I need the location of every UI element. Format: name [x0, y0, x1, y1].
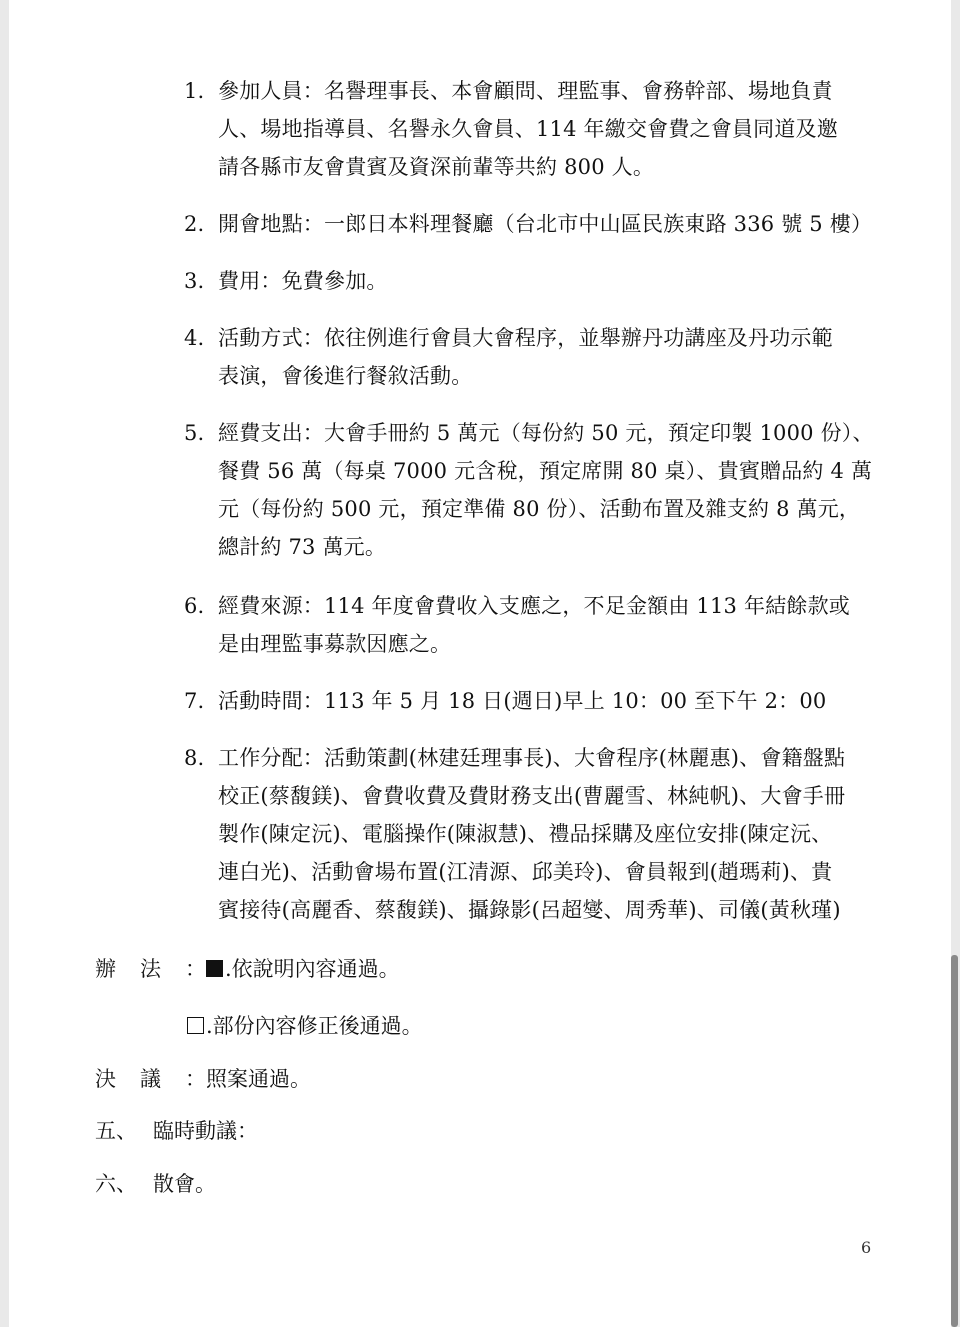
- item-line: 費用：免費參加。: [218, 269, 388, 293]
- item-line: 是由理監事募款因應之。: [218, 632, 452, 656]
- list-item: [184, 587, 889, 663]
- page-number: 6: [861, 1238, 872, 1257]
- item-line: 工作分配：活動策劃(林建廷理事長)、大會程序(林麗惠)、會籍盤點: [218, 746, 846, 770]
- list-item: [184, 414, 889, 566]
- item-line: 請各縣市友會貴賓及資深前輩等共約 800 人。: [218, 155, 655, 179]
- item-number: 8.: [184, 746, 205, 770]
- item-number: 5.: [184, 421, 205, 445]
- item-line: 餐費 56 萬（每桌 7000 元含稅，預定席開 80 桌）、貴賓贈品約 4 萬: [218, 459, 873, 483]
- section-title: 散會。: [153, 1172, 216, 1196]
- item-number: 1.: [184, 79, 205, 103]
- list-item: [184, 262, 889, 300]
- item-line: 連白光)、活動會場布置(江清源、邱美玲)、會員報到(趙瑪莉)、貴: [218, 860, 833, 884]
- resolution-row: [95, 1060, 311, 1098]
- item-line: 經費來源：114 年度會費收入支應之，不足金額由 113 年結餘款或: [218, 594, 850, 618]
- item-number: 7.: [184, 689, 205, 713]
- item-number: 3.: [184, 269, 205, 293]
- section-number: 六、: [95, 1172, 137, 1196]
- item-line: 總計約 73 萬元。: [218, 535, 387, 559]
- item-number: 6.: [184, 594, 205, 618]
- item-line: 校正(蔡馥鎂)、會費收費及費財務支出(曹麗雪、林純帆)、大會手冊: [218, 784, 846, 808]
- item-line: 元（每份約 500 元，預定準備 80 份）、活動布置及雜支約 8 萬元，: [218, 497, 861, 521]
- item-number: 2.: [184, 212, 205, 236]
- section-extempore-motion: [95, 1112, 258, 1150]
- item-line: 賓接待(高麗香、蔡馥鎂)、攝錄影(呂超燮、周秀華)、司儀(黃秋瑾): [218, 898, 841, 922]
- section-number: 五、: [95, 1119, 137, 1143]
- method-option-approved: .依說明內容通過。: [225, 957, 400, 981]
- list-item: [184, 319, 889, 395]
- item-line: 表演，會後進行餐敘活動。: [218, 364, 473, 388]
- section-adjournment: [95, 1165, 216, 1203]
- item-line: 經費支出：大會手冊約 5 萬元（每份約 50 元，預定印製 1000 份）、: [218, 421, 874, 445]
- method-label: 辦法: [95, 957, 185, 981]
- checked-box-icon: [206, 960, 223, 977]
- resolution-label: 決議: [95, 1067, 185, 1091]
- item-line: 活動時間：113 年 5 月 18 日(週日)早上 10：00 至下午 2：00: [218, 689, 827, 713]
- list-item: [184, 205, 889, 243]
- unchecked-box-icon: [187, 1017, 204, 1034]
- resolution-colon: ：: [185, 1067, 206, 1091]
- list-item: [184, 72, 889, 186]
- item-line: 製作(陳定沅)、電腦操作(陳淑慧)、禮品採購及座位安排(陳定沅、: [218, 822, 833, 846]
- scrollbar-thumb[interactable]: [951, 955, 958, 1327]
- section-title: 臨時動議：: [153, 1119, 258, 1143]
- item-line: 開會地點：一郎日本料理餐廳（台北市中山區民族東路 336 號 5 樓）: [218, 212, 873, 236]
- method-option-amended: .部份內容修正後通過。: [206, 1014, 423, 1038]
- resolution-text: 照案通過。: [206, 1067, 311, 1091]
- item-number: 4.: [184, 326, 205, 350]
- item-line: 人、場地指導員、名譽永久會員、114 年繳交會費之會員同道及邀: [218, 117, 838, 141]
- list-item: [184, 739, 889, 929]
- method-option-row: [187, 1007, 423, 1045]
- method-row: [95, 950, 400, 988]
- method-colon: ：: [185, 957, 206, 981]
- list-item: [184, 682, 889, 720]
- document-page: [9, 0, 951, 1327]
- item-line: 參加人員：名譽理事長、本會顧問、理監事、會務幹部、場地負責: [218, 79, 833, 103]
- item-line: 活動方式：依往例進行會員大會程序，並舉辦丹功講座及丹功示範: [218, 326, 833, 350]
